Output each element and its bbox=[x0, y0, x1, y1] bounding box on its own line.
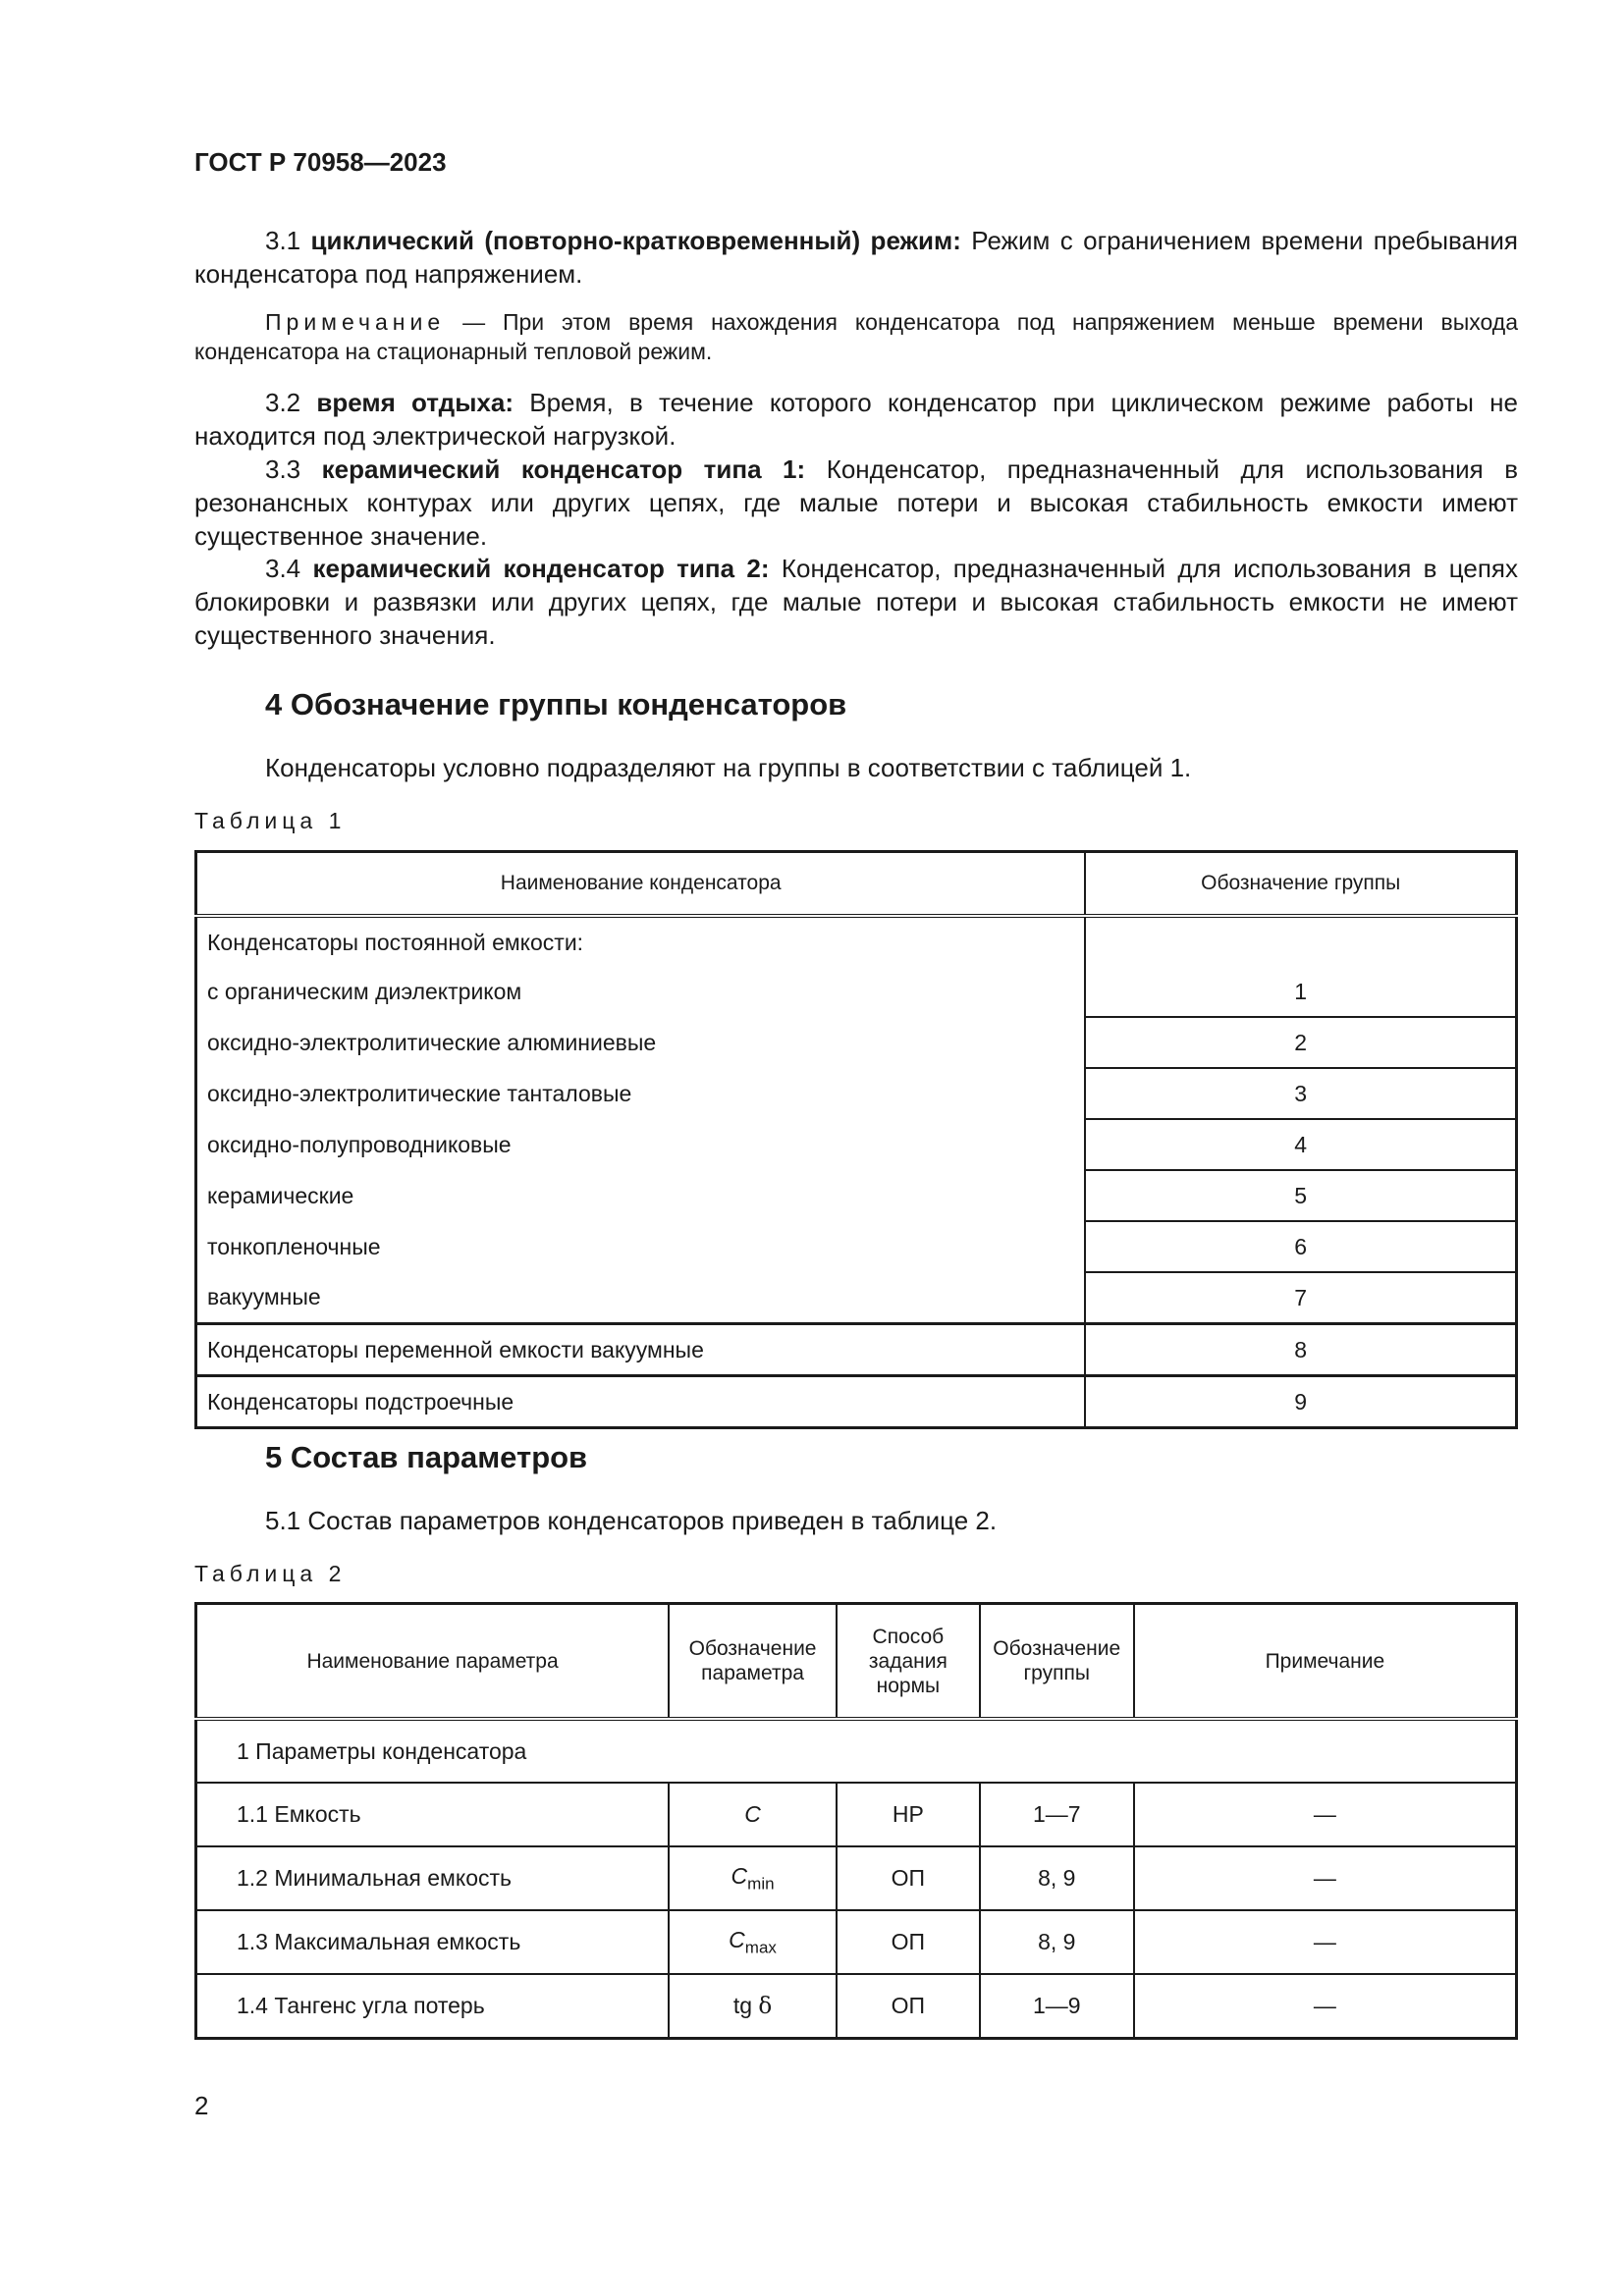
param-name: 1.2 Минимальная емкость bbox=[196, 1846, 670, 1910]
column-header-param-symbol bbox=[669, 1604, 837, 1720]
page-number: 2 bbox=[194, 2091, 209, 2120]
definition-term: керамический конденсатор типа 1: bbox=[321, 454, 806, 484]
table-row bbox=[196, 1221, 1517, 1272]
table-row bbox=[196, 1783, 1517, 1846]
norm-method: ОП bbox=[837, 1846, 980, 1910]
standard-code: ГОСТ Р 70958—2023 bbox=[194, 147, 447, 177]
param-note: — bbox=[1134, 1846, 1517, 1910]
header-line: параметра bbox=[701, 1662, 804, 1684]
symbol-letter: C bbox=[729, 1926, 745, 1952]
param-symbol bbox=[669, 1846, 837, 1910]
capacitor-name: тонкопленочные bbox=[196, 1221, 1086, 1272]
table-section-row bbox=[196, 1719, 1517, 1783]
group-code: 8 bbox=[1085, 1324, 1516, 1376]
table-group-row bbox=[196, 916, 1517, 967]
header-line: нормы bbox=[876, 1674, 941, 1697]
table-row bbox=[196, 1910, 1517, 1974]
header-line: Способ bbox=[872, 1625, 945, 1648]
table-row bbox=[196, 1376, 1517, 1428]
table-header-row bbox=[196, 1604, 1517, 1720]
group-code: 3 bbox=[1085, 1068, 1516, 1119]
group-code: 7 bbox=[1085, 1272, 1516, 1324]
norm-method: ОП bbox=[837, 1974, 980, 2039]
param-note: — bbox=[1134, 1783, 1517, 1846]
param-note: — bbox=[1134, 1910, 1517, 1974]
section-4-intro: Конденсаторы условно подразделяют на группы в соответствии с таблицей 1. bbox=[265, 753, 1192, 782]
header-line: Обозначение bbox=[993, 1637, 1121, 1660]
definition-text: Конденсатор, предназначенный для использования в цепях блокировки и развязки или других цепях, где малые потери и высокая стабильность емкости не имеют существенного значения. bbox=[194, 554, 1519, 650]
definition-3-4 bbox=[194, 552, 1518, 652]
section-title: 1 Параметры конденсатора bbox=[196, 1719, 1517, 1783]
header-line: группы bbox=[1023, 1662, 1090, 1684]
group-range: 1—7 bbox=[980, 1783, 1134, 1846]
definition-text: Режим с ограничением времени пребывания конденсатора под напряжением. bbox=[194, 226, 1519, 289]
capacitor-name: Конденсаторы переменной емкости вакуумные bbox=[196, 1324, 1086, 1376]
capacitor-name: вакуумные bbox=[196, 1272, 1086, 1324]
group-code: 9 bbox=[1085, 1376, 1516, 1428]
column-header-param-name: Наименование параметра bbox=[196, 1604, 670, 1720]
group-code: 4 bbox=[1085, 1119, 1516, 1170]
group-code: 5 bbox=[1085, 1170, 1516, 1221]
capacitor-name: оксидно-электролитические алюминиевые bbox=[196, 1017, 1086, 1068]
section-5-heading: 5 Состав параметров bbox=[265, 1440, 588, 1474]
definition-3-3 bbox=[194, 453, 1518, 553]
param-symbol bbox=[669, 1910, 837, 1974]
note-label: Примечание bbox=[265, 309, 446, 335]
note-paragraph bbox=[194, 307, 1518, 366]
definition-number: 3.4 bbox=[265, 554, 301, 583]
param-symbol bbox=[669, 1974, 837, 2039]
table-row bbox=[196, 1272, 1517, 1324]
table-row bbox=[196, 1068, 1517, 1119]
table-row bbox=[196, 1119, 1517, 1170]
table-row bbox=[196, 967, 1517, 1017]
param-name: 1.4 Тангенс угла потерь bbox=[196, 1974, 670, 2039]
header-line: задания bbox=[868, 1649, 947, 1673]
definition-number: 3.3 bbox=[265, 454, 301, 484]
param-name: 1.1 Емкость bbox=[196, 1783, 670, 1846]
table-row bbox=[196, 1017, 1517, 1068]
group-code: 2 bbox=[1085, 1017, 1516, 1068]
column-header-note: Примечание bbox=[1134, 1604, 1517, 1720]
table-2 bbox=[194, 1602, 1518, 2040]
definition-term: керамический конденсатор типа 2: bbox=[312, 554, 770, 583]
table-1-caption: Таблица 1 bbox=[194, 808, 347, 833]
symbol-subscript: max bbox=[744, 1938, 777, 1957]
param-note: — bbox=[1134, 1974, 1517, 2039]
param-symbol bbox=[669, 1783, 837, 1846]
table-2-caption: Таблица 2 bbox=[194, 1561, 347, 1586]
table-row bbox=[196, 1846, 1517, 1910]
norm-method: НР bbox=[837, 1783, 980, 1846]
group-range: 1—9 bbox=[980, 1974, 1134, 2039]
group-range: 8, 9 bbox=[980, 1846, 1134, 1910]
capacitor-name: оксидно-электролитические танталовые bbox=[196, 1068, 1086, 1119]
group-code: 6 bbox=[1085, 1221, 1516, 1272]
section-5-intro: 5.1 Состав параметров конденсаторов приведен в таблице 2. bbox=[265, 1506, 998, 1535]
group-title: Конденсаторы постоянной емкости: bbox=[196, 916, 1086, 967]
column-header-norm-method bbox=[837, 1604, 980, 1720]
table-1 bbox=[194, 850, 1518, 1429]
table-header-row bbox=[196, 852, 1517, 917]
definition-number: 3.1 bbox=[265, 226, 301, 255]
definition-text: Конденсатор, предназначенный для использования в резонансных контурах или других цепях, где малые потери и высокая стабильность емкости имеют существенное значение. bbox=[194, 454, 1519, 551]
capacitor-name: оксидно-полупроводниковые bbox=[196, 1119, 1086, 1170]
definition-text: Время, в течение которого конденсатор при циклическом режиме работы не находится под электрической нагрузкой. bbox=[194, 388, 1518, 451]
table-row bbox=[196, 1974, 1517, 2039]
symbol-letter: C bbox=[731, 1862, 748, 1889]
table-row bbox=[196, 1324, 1517, 1376]
group-range: 8, 9 bbox=[980, 1910, 1134, 1974]
symbol-subscript: min bbox=[747, 1874, 775, 1894]
note-text: — При этом время нахождения конденсатора под напряжением меньше времени выхода конденсатора на стационарный тепловой режим. bbox=[194, 309, 1518, 364]
header-line: Обозначение bbox=[688, 1637, 817, 1660]
symbol-delta: δ bbox=[758, 1994, 773, 2019]
group-code-empty bbox=[1085, 916, 1516, 967]
definition-term: время отдыха: bbox=[316, 388, 514, 417]
symbol-letter: C bbox=[744, 1801, 761, 1827]
definition-term: циклический (повторно-кратковременный) режим: bbox=[310, 226, 961, 255]
norm-method: ОП bbox=[837, 1910, 980, 1974]
column-header-group bbox=[980, 1604, 1134, 1720]
group-code: 1 bbox=[1294, 978, 1308, 1004]
column-header-name: Наименование конденсатора bbox=[196, 852, 1086, 917]
capacitor-name: с органическим диэлектриком bbox=[196, 967, 1086, 1017]
param-name: 1.3 Максимальная емкость bbox=[196, 1910, 670, 1974]
capacitor-name: керамические bbox=[196, 1170, 1086, 1221]
definition-3-1 bbox=[194, 224, 1518, 291]
symbol-tg: tg bbox=[732, 1993, 753, 2018]
definition-number: 3.2 bbox=[265, 388, 301, 417]
section-4-heading: 4 Обозначение группы конденсаторов bbox=[265, 687, 847, 721]
table-row bbox=[196, 1170, 1517, 1221]
column-header-group: Обозначение группы bbox=[1085, 852, 1516, 917]
definition-3-2 bbox=[194, 386, 1518, 453]
capacitor-name: Конденсаторы подстроечные bbox=[196, 1376, 1086, 1428]
